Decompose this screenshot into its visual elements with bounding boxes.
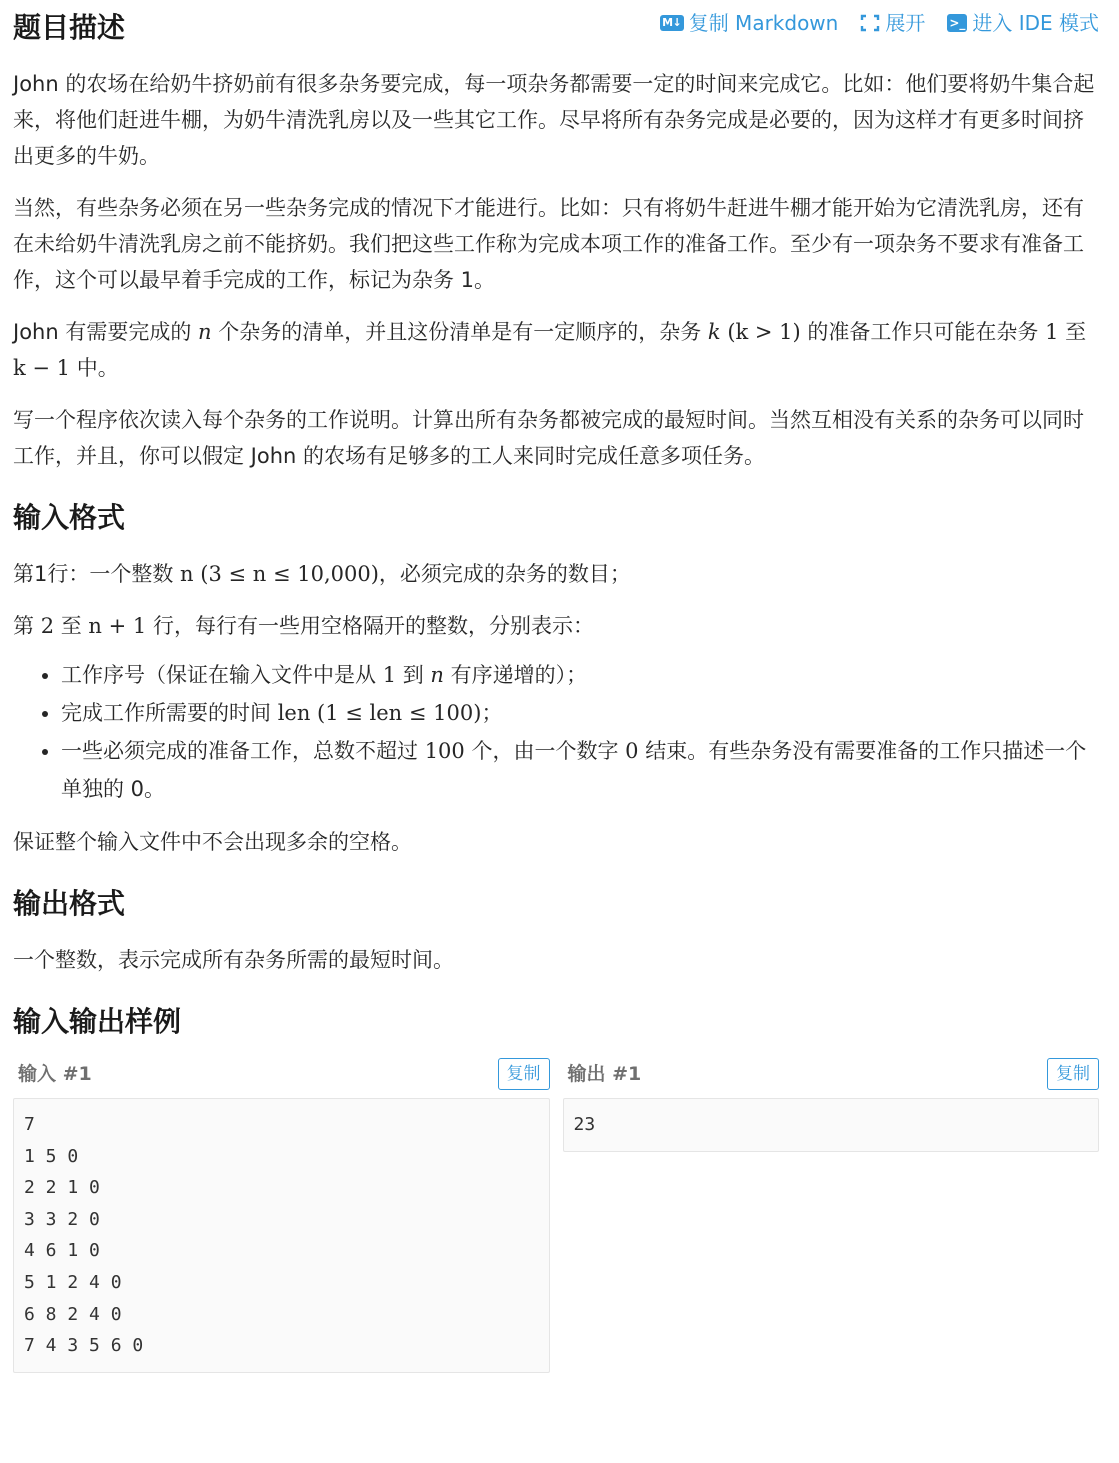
code-line: 7 [24,1114,35,1135]
sample-output-header [563,1054,1100,1094]
input-format-title: 输入格式 [13,501,126,534]
description-title: 题目描述 [13,11,126,44]
sample-input-header [13,1054,550,1094]
sample-input-box [13,1098,550,1373]
input-format-list [13,656,1099,808]
sample-input [13,1054,550,1373]
samples-title: 输入输出样例 [13,1005,182,1038]
code-line: 4 6 1 0 [24,1240,100,1262]
description-paragraph-3: John 有需要完成的 n 个杂务的清单，并且这份清单是有一定顺序的，杂务 k (k > 1) 的准备工作只可能在杂务 1 至 k − 1 中。 [13,320,1087,380]
description-header [13,6,1099,50]
copy-input-button[interactable]: 复制 [498,1058,550,1090]
copy-markdown-button[interactable] [660,8,839,38]
input-format-line-1: 第1行：一个整数 n (3 ≤ n ≤ 10,000)，必须完成的杂务的数目； [13,562,631,586]
copy-output-button[interactable]: 复制 [1047,1058,1099,1090]
output-format-title: 输出格式 [13,887,126,920]
terminal-icon: >_ [949,16,966,30]
list-item: • 完成工作所需要的时间 len (1 ≤ len ≤ 100)； [61,694,1099,732]
list-item: • 一些必须完成的准备工作，总数不超过 100 个，由一个数字 0 结束。有些杂务没有需要准备的工作只描述一个单独的 0。 [61,732,1099,808]
input-format-note: 保证整个输入文件中不会出现多余的空格。 [13,830,412,854]
input-format-section [13,496,1099,860]
enter-ide-button[interactable] [947,8,1099,38]
expand-button[interactable] [860,8,925,38]
output-format-section [13,882,1099,978]
code-line: 5 1 2 4 0 [24,1271,122,1293]
markdown-icon: M↓ [660,15,684,31]
copy-markdown-label: 复制 Markdown [688,11,839,35]
output-format-text: 一个整数，表示完成所有杂务所需的最短时间。 [13,948,454,972]
description-paragraph-2: 当然，有些杂务必须在另一些杂务完成的情况下才能进行。比如：只有将奶牛赶进牛棚才能开始为它清洗乳房，还有在未给奶牛清洗乳房之前不能挤奶。我们把这些工作称为完成本项工作的准备工作。至少有一项杂务不要求有准备工作，这个可以最早着手完成的工作，标记为杂务 1。 [13,196,1084,292]
description-paragraph-4: 写一个程序依次读入每个杂务的工作说明。计算出所有杂务都被完成的最短时间。当然互相没有关系的杂务可以同时工作，并且，你可以假定 John 的农场有足够多的工人来同时完成任意多项任务。 [13,408,1084,468]
code-line: 1 5 0 [24,1145,79,1167]
samples-row [13,1054,1099,1373]
sample-output-box [563,1098,1100,1152]
code-line: 2 2 1 0 [24,1177,100,1199]
sample-output-title: 输出 #1 [567,1063,642,1085]
code-line: 6 8 2 4 0 [24,1303,122,1325]
sample-output [563,1054,1100,1373]
header-actions [660,6,1099,38]
input-format-line-2: 第 2 至 n + 1 行，每行有一些用空格隔开的整数，分别表示： [13,614,594,638]
expand-icon [860,14,880,32]
sample-input-title: 输入 #1 [18,1063,92,1085]
expand-label: 展开 [885,11,926,35]
samples-section [13,1000,1099,1373]
description-paragraph-1: John 的农场在给奶牛挤奶前有很多杂务要完成，每一项杂务都需要一定的时间来完成它。比如：他们要将奶牛集合起来，将他们赶进牛棚，为奶牛清洗乳房以及一些其它工作。尽早将所有杂务完成是必要的，因为这样才有更多时间挤出更多的牛奶。 [13,72,1095,168]
code-line: 23 [573,1114,596,1135]
code-line: 3 3 2 0 [24,1208,100,1230]
code-line: 7 4 3 5 6 0 [24,1335,144,1357]
enter-ide-label: 进入 IDE 模式 [972,11,1099,35]
list-item: • 工作序号（保证在输入文件中是从 1 到 n 有序递增的）； [61,656,1099,694]
